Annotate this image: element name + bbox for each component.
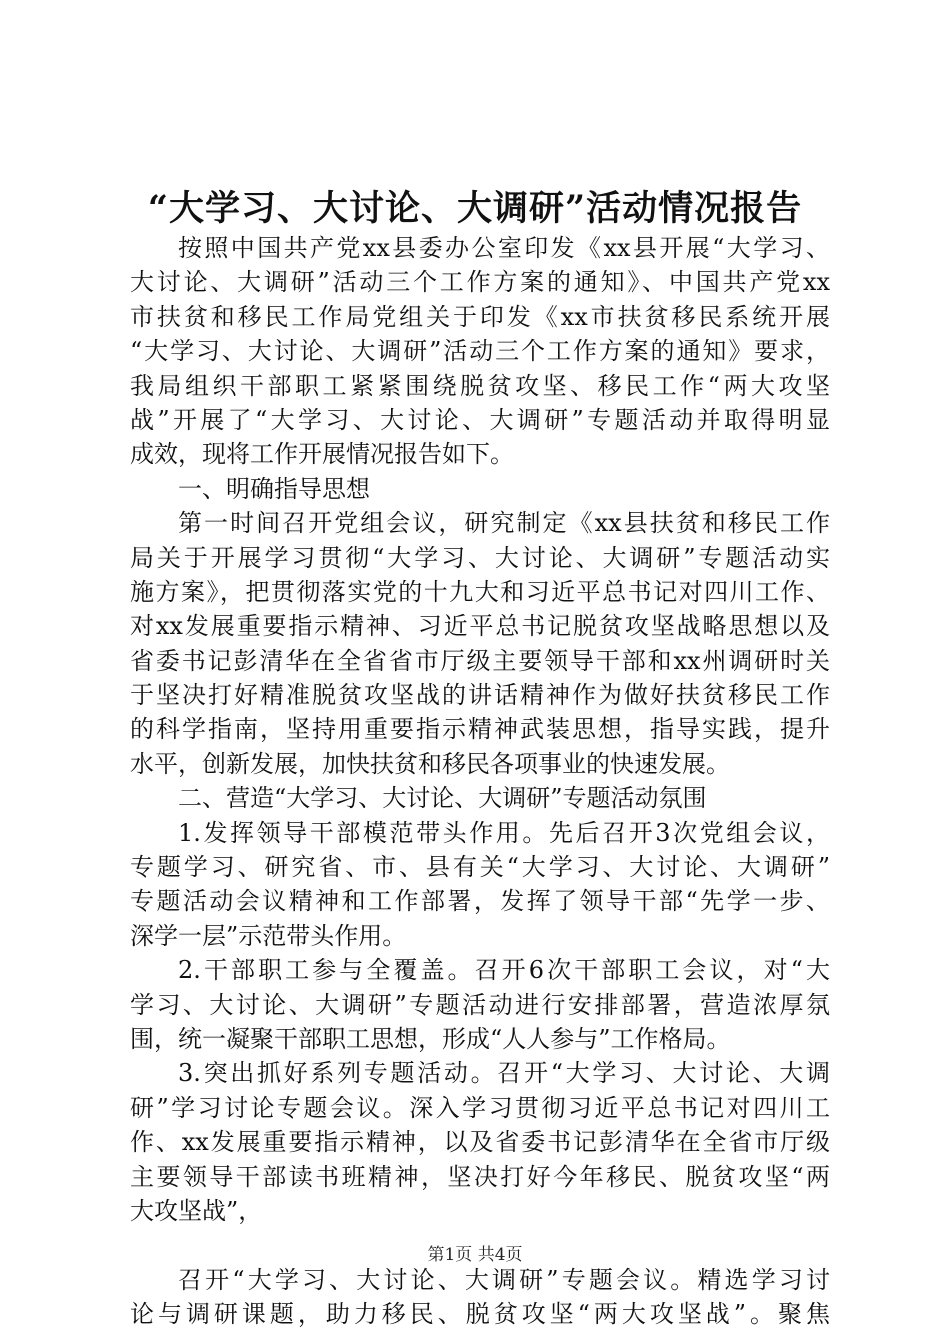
document-title: “大学习、大讨论、大调研”活动情况报告: [147, 188, 803, 229]
body-line: 召开“大学习、大讨论、大调研”专题会议。精选学习讨: [178, 1265, 830, 1294]
body-line: 深学一层”示范带头作用。: [130, 921, 407, 950]
body-line: 施方案》，把贯彻落实党的十九大和习近平总书记对四川工作、: [130, 577, 830, 606]
body-line: 对xx发展重要指示精神、习近平总书记脱贫攻坚战略思想以及: [130, 612, 830, 641]
body-line: 专题学习、研究省、市、县有关“大学习、大讨论、大调研”: [130, 853, 830, 882]
body-line: 于坚决打好精准脱贫攻坚战的讲话精神作为做好扶贫移民工作: [130, 681, 830, 710]
body-line: 大讨论、大调研”活动三个工作方案的通知》、中国共产党xx: [130, 268, 830, 297]
page-number: 第1页 共4页: [427, 1245, 523, 1265]
body-line: 局关于开展学习贯彻“大学习、大讨论、大调研”专题活动实: [130, 543, 830, 572]
body-line: 主要领导干部读书班精神，坚决打好今年移民、脱贫攻坚“两: [130, 1162, 830, 1191]
body-line: 战”开展了“大学习、大讨论、大调研”专题活动并取得明显: [130, 405, 830, 434]
body-line: 作、xx发展重要指示精神，以及省委书记彭清华在全省市厅级: [130, 1128, 830, 1157]
body-line: 论与调研课题，助力移民、脱贫攻坚“两大攻坚战”。聚焦: [130, 1300, 830, 1329]
body-line: 的科学指南，坚持用重要指示精神武装思想，指导实践，提升: [130, 715, 830, 744]
body-line: 成效，现将工作开展情况报告如下。: [130, 440, 514, 469]
body-line: 2.干部职工参与全覆盖。召开6次干部职工会议，对“大: [178, 956, 830, 985]
section-heading: 一、明确指导思想: [178, 474, 370, 503]
body-line: 围，统一凝聚干部职工思想，形成“人人参与”工作格局。: [130, 1024, 731, 1053]
body-line: “大学习、大讨论、大调研”活动三个工作方案的通知》要求，: [130, 337, 830, 366]
body-line: 按照中国共产党xx县委办公室印发《xx县开展“大学习、: [178, 234, 830, 262]
body-line: 3.突出抓好系列专题活动。召开“大学习、大讨论、大调: [178, 1059, 830, 1088]
section-heading: 二、营造“大学习、大讨论、大调研”专题活动氛围: [178, 784, 707, 813]
body-line: 水平，创新发展，加快扶贫和移民各项事业的快速发展。: [130, 749, 730, 778]
body-line: 市扶贫和移民工作局党组关于印发《xx市扶贫移民系统开展: [130, 302, 830, 331]
body-line: 学习、大讨论、大调研”专题活动进行安排部署，营造浓厚氛: [130, 990, 830, 1019]
body-line: 大攻坚战”，: [130, 1196, 263, 1225]
body-line: 第一时间召开党组会议，研究制定《xx县扶贫和移民工作: [178, 509, 830, 538]
body-line: 省委书记彭清华在全省省市厅级主要领导干部和xx州调研时关: [130, 646, 830, 675]
body-line: 研”学习讨论专题会议。深入学习贯彻习近平总书记对四川工: [130, 1093, 830, 1122]
document-body: [130, 231, 830, 1332]
body-line: 专题活动会议精神和工作部署，发挥了领导干部“先学一步、: [130, 887, 830, 916]
body-line: 1.发挥领导干部模范带头作用。先后召开3次党组会议，: [178, 818, 830, 847]
body-line: 我局组织干部职工紧紧围绕脱贫攻坚、移民工作“两大攻坚: [130, 371, 830, 400]
